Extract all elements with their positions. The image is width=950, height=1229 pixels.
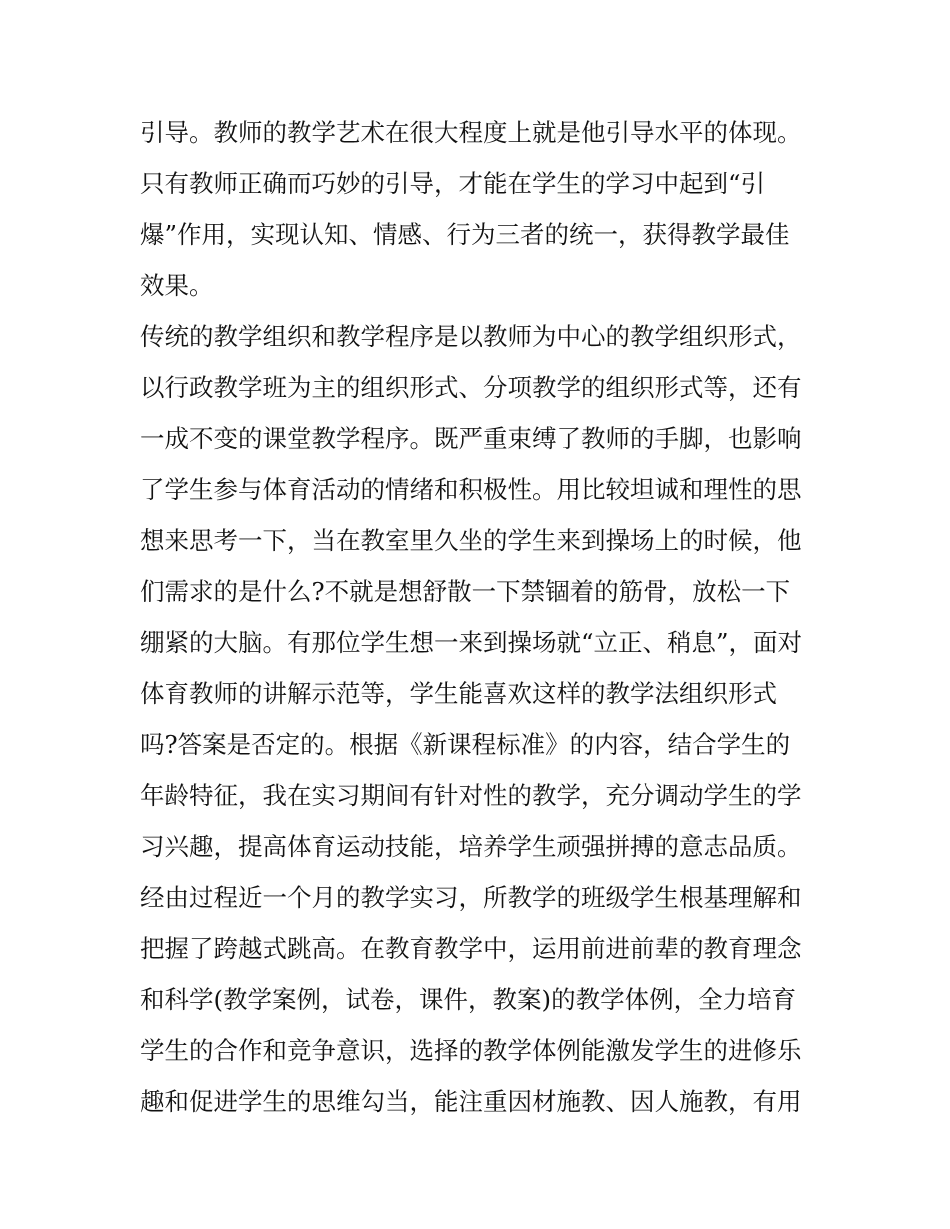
text-line: 经由过程近一个月的教学实习，所教学的班级学生根基理解和 (140, 883, 802, 912)
text-line: 趣和促进学生的思维勾当，能注重因材施教、因人施教，有用 (140, 1087, 802, 1116)
text-line: 只有教师正确而巧妙的引导，才能在学生的学习中起到“引 (140, 169, 766, 198)
text-line: 想来思考一下，当在教室里久坐的学生来到操场上的时候，他 (140, 526, 802, 555)
text-line: 习兴趣，提高体育运动技能，培养学生顽强拼搏的意志品质。 (140, 832, 802, 861)
text-line: 效果。 (140, 271, 214, 300)
text-line: 爆”作用，实现认知、情感、行为三者的统一，获得教学最佳 (140, 220, 790, 249)
text-line: 年龄特征，我在实习期间有针对性的教学，充分调动学生的学 (140, 781, 802, 810)
text-line: 引导。教师的教学艺术在很大程度上就是他引导水平的体现。 (140, 118, 802, 147)
text-line: 把握了跨越式跳高。在教育教学中，运用前进前辈的教育理念 (140, 934, 802, 963)
text-line: 了学生参与体育活动的情绪和积极性。用比较坦诚和理性的思 (140, 475, 802, 504)
text-line: 学生的合作和竞争意识，选择的教学体例能激发学生的进修乐 (140, 1036, 802, 1065)
text-line: 一成不变的课堂教学程序。既严重束缚了教师的手脚，也影响 (140, 424, 802, 453)
text-line: 绷紧的大脑。有那位学生想一来到操场就“立正、稍息”，面对 (140, 628, 803, 657)
text-line: 们需求的是什么?不就是想舒散一下禁锢着的筋骨，放松一下 (140, 577, 791, 606)
text-line: 传统的教学组织和教学程序是以教师为中心的教学组织形式， (140, 322, 802, 351)
text-line: 体育教师的讲解示范等，学生能喜欢这样的教学法组织形式 (140, 679, 777, 708)
text-line: 以行政教学班为主的组织形式、分项教学的组织形式等，还有 (140, 373, 802, 402)
body-text (140, 107, 820, 1127)
text-line: 和科学(教学案例，试卷，课件，教案)的教学体例，全力培育 (140, 985, 797, 1014)
text-line: 吗?答案是否定的。根据《新课程标准》的内容，结合学生的 (140, 730, 791, 759)
